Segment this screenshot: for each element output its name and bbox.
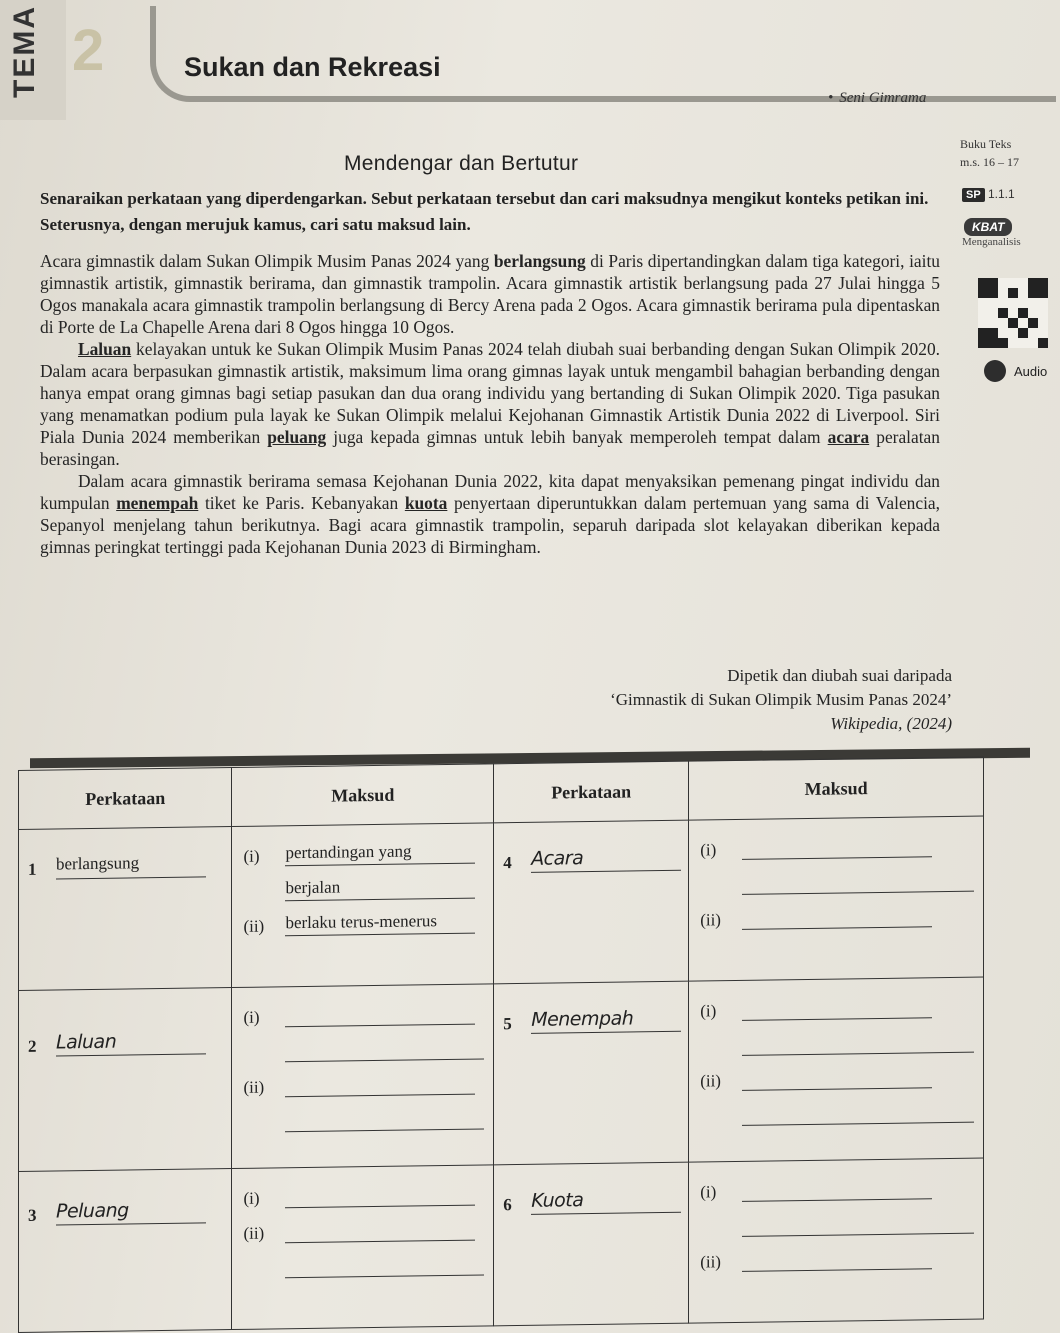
book-pages: m.s. 16 – 17 [960,155,1020,169]
vocabulary-table [18,757,984,1333]
word-field[interactable]: Acara [531,846,681,873]
keyword-peluang: peluang [267,427,327,447]
kbat-badge: KBAT [964,218,1012,236]
keyword-laluan: Laluan [78,339,132,359]
paragraph-2: Laluan kelayakan untuk ke Sukan Olimpik Musim Panas 2024 telah diubah suai berbanding dengan Sukan Olimpik 2020. Dalam acara berpasukan gimnastik artistik, maksimum lima orang gimnas layak untuk mengambil bahagian berbanding dengan hanya empat orang gimnas bagi setiap pasukan dan dua orang individu yang bertanding di Sukan Olimpik 2020. Tiga pasukan yang menamatkan podium pula layak ke Sukan Olimpik melalui Kejohanan Gimnastik Artistik Dunia 2022 di Liverpool. Siri Piala Dunia 2024 memberikan peluang juga kepada gimnas untuk lebih banyak memperoleh tempat dalam acara peralatan berasingan. [40,339,940,469]
meaning-cell: (i) (ii) [232,984,494,1169]
tema-label: TEMA [8,5,41,98]
meaning-field[interactable] [285,1253,484,1279]
meaning-field[interactable] [285,1218,475,1244]
source-citation: Dipetik dan diubah suai daripada ‘Gimnastik di Sukan Olimpik Musim Panas 2024’ Wikipedia, (2024) [610,666,952,733]
word-field[interactable]: Menempah [531,1007,681,1034]
meaning-cell: (i) (ii) [689,977,984,1162]
meaning-field[interactable] [742,995,932,1021]
reading-passage [40,250,940,558]
meaning-field[interactable]: berlaku terus-menerus [285,911,475,937]
word-cell: 5 Menempah [494,981,689,1165]
meaning-cell: (i) (ii) [689,816,984,981]
word-cell: 2 Laluan [19,988,232,1172]
meaning-field[interactable] [742,1176,932,1202]
keyword-kuota: kuota [404,493,448,513]
sp-code: 1.1.1 [988,187,1015,201]
word-field[interactable]: berlangsung [56,853,206,880]
word-field[interactable]: Kuota [531,1188,681,1215]
page-title: Sukan dan Rekreasi [184,52,441,82]
meaning-field[interactable] [742,1065,932,1091]
header-maksud-right: Maksud [689,757,984,820]
meaning-field[interactable] [742,1030,974,1056]
word-field[interactable]: Peluang [56,1198,206,1225]
tema-number: 2 [72,18,105,83]
meaning-field[interactable] [285,1107,484,1133]
meaning-field[interactable] [742,1246,932,1272]
book-label: Buku Teks [960,137,1012,151]
paragraph-3: Dalam acara gimnastik berirama semasa Kejohanan Dunia 2022, kita dapat menyaksikan pemenang pingat individu dan kumpulan menempah tiket ke Paris. Kebanyakan kuota penyertaan diperuntukkan dalam pertemuan yang sama di Valencia, Sepanyol menjelang tahun berikutnya. Bagi acara gimnastik trampolin, separuh daripada slot kelayakan diberikan kepada gimnas peringkat tertinggi pada Kejohanan Dunia 2023 di Birmingham. [40,471,940,557]
word-cell: 6 Kuota [494,1162,689,1326]
audio-label[interactable]: Audio [1014,364,1048,379]
table-row [19,816,984,990]
header-perkataan-right: Perkataan [494,761,689,823]
meaning-field[interactable]: pertandingan yang [285,841,475,867]
meaning-cell: (i) (ii) [689,1158,984,1323]
word-cell: 4 Acara [494,820,689,984]
subtheme: • Seni Gimrama [828,90,926,107]
instruction: Senaraikan perkataan yang diperdengarkan. Sebut perkataan tersebut dan cari maksudnya mengikut konteks petikan ini. Seterusnya, dengan merujuk kamus, cari satu maksud lain. [40,189,929,234]
header-maksud-left: Maksud [232,764,494,827]
table-row [19,1158,984,1332]
meaning-field[interactable] [285,1002,475,1028]
paragraph-1: Acara gimnastik dalam Sukan Olimpik Musim Panas 2024 yang berlangsung di Paris dipertandingkan dalam tiga kategori, iaitu gimnastik artistik, gimnastik berirama, dan gimnastik trampolin. Acara gimnastik artistik berlangsung pada 27 Julai hingga 5 Ogos manakala acara gimnastik trampolin berlangsung di Bercy Arena pada 2 Ogos. Acara gimnastik berirama pula dipentaskan di Porte de La Chapelle Arena dari 8 Ogos hingga 10 Ogos. [40,251,940,337]
section-heading: Mendengar dan Bertutur [344,152,579,175]
word-field[interactable]: Laluan [56,1030,206,1057]
header-perkataan-left: Perkataan [19,768,232,830]
audio-icon[interactable] [984,360,1006,382]
meaning-field[interactable] [285,1037,484,1063]
meaning-field[interactable] [742,1211,974,1237]
sp-badge: SP [962,188,985,202]
meaning-field[interactable] [285,1072,475,1098]
word-cell: 1 berlangsung [19,827,232,991]
word-cell: 3 Peluang [19,1169,232,1333]
meaning-field[interactable] [742,905,932,931]
meaning-field[interactable] [742,869,974,895]
kbat-skill: Menganalisis [962,236,1021,248]
table-row [19,977,984,1171]
meaning-cell: (i) (ii) [232,1165,494,1330]
meaning-field[interactable]: berjalan [285,876,475,902]
keyword-berlangsung: berlangsung [493,251,586,271]
keyword-menempah: menempah [116,493,199,513]
keyword-acara: acara [827,427,870,447]
meaning-field[interactable] [285,1183,475,1209]
meaning-field[interactable] [742,1100,974,1126]
qr-code-icon[interactable] [978,278,1048,348]
meaning-cell: (i) pertandingan yang berjalan (ii) berlaku terus-menerus [232,823,494,987]
meaning-field[interactable] [742,835,932,861]
